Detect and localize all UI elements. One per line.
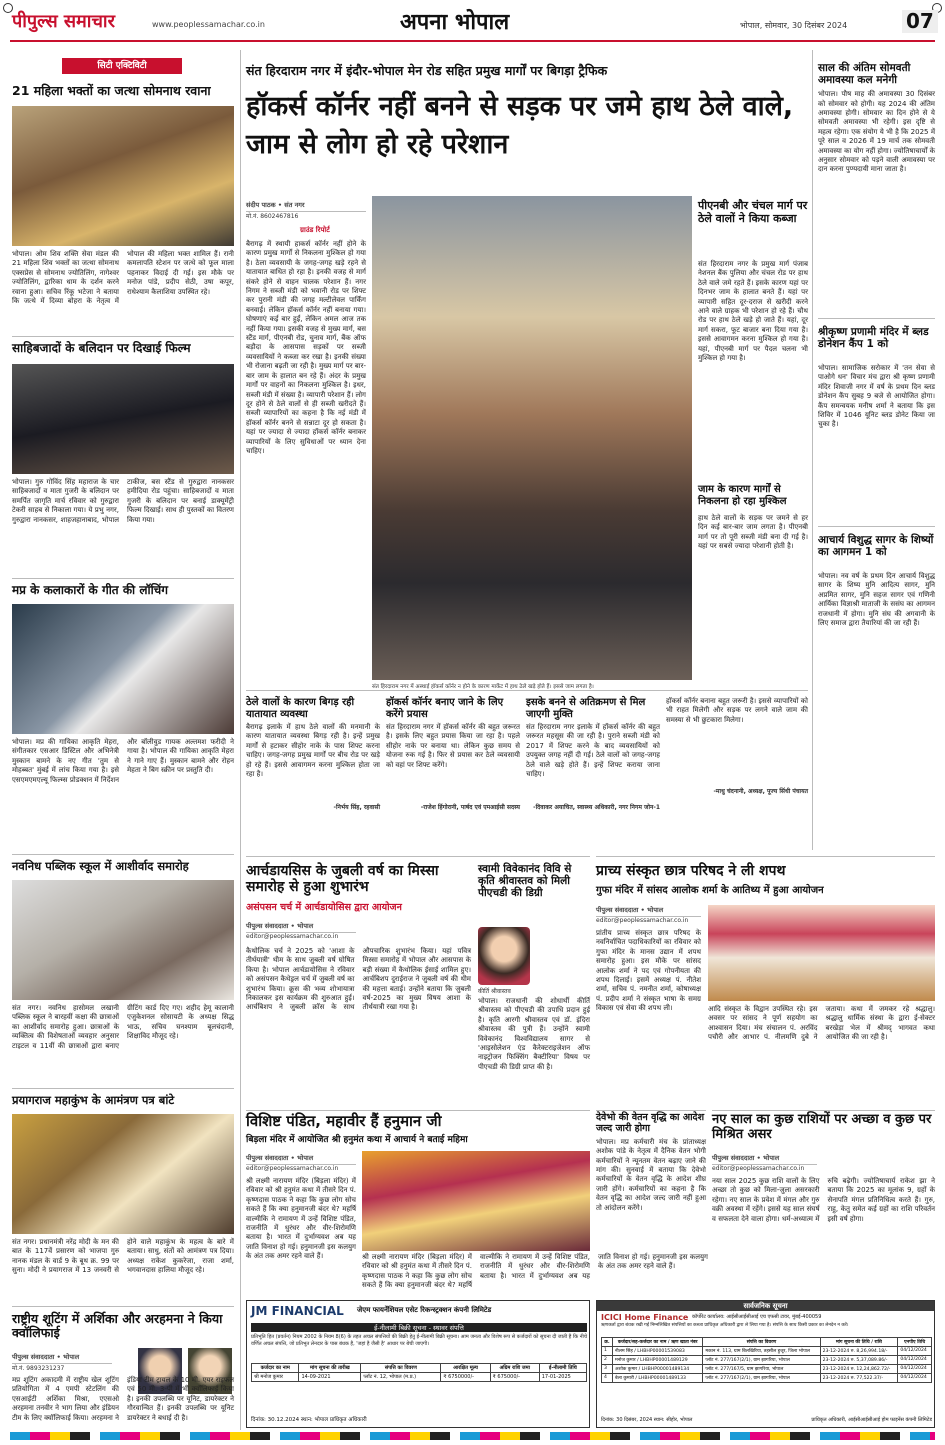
story-1-headline: 21 महिला भक्तों का जत्था सोमनाथ रवाना — [12, 83, 211, 98]
table-row — [602, 1374, 932, 1383]
icici-footer-right: प्राधिकृत अधिकारी, आईसीआईसीआई होम फाइनेंस कंपनी लिमिटेड — [811, 1417, 932, 1423]
jm-financial-ad — [246, 1300, 590, 1428]
icici-address: कॉर्पोरेट कार्यालय: आईसीआईसीआई एच एफसी टावर, मुंबई-400059 — [692, 1314, 822, 1320]
icici-th: संपत्ति का विवरण — [703, 1338, 820, 1347]
sanskrit-oath-photo — [708, 905, 935, 1001]
story-5-photo — [12, 1114, 234, 1234]
jm-th: अग्रिम राशि जमा — [490, 1364, 539, 1373]
story-3-photo — [12, 604, 234, 734]
icici-td: 3 — [602, 1365, 613, 1374]
table-row — [602, 1356, 932, 1365]
right-story-3-body: भोपाल। नव वर्ष के प्रथम दिन आचार्य विशुद्ध सागर के शिष्य मुनि आदित्य सागर, मुनि अप्रमित सागर, मुनि सहज सागर एवं गणिनी आर्यिका विज्ञाश्री माताजी के ससंघ का आगमन राजधानी में होगा। मुनि संघ की अगवानी के लिए समाज द्वारा तैयारियां की जा रही हैं। — [818, 572, 935, 628]
table-row — [252, 1373, 587, 1382]
table-row — [602, 1347, 932, 1356]
hanuman-subhead: बिड़ला मंदिर में आयोजित श्री हनुमंत कथा में आचार्य ने बताई महिमा — [246, 1135, 468, 1145]
divider — [12, 336, 234, 337]
jm-td: श्री मनोज कुमार — [252, 1373, 299, 1382]
icici-notice-text: ऋणकर्ता द्वारा बंधक रखी गई निम्नलिखित संपत्तियों का कब्जा प्राधिकृत अधिकारी द्वारा ले लिया गया है। संपत्ति के साथ किसी प्रकार का लेनदेन न करें। — [601, 1323, 849, 1328]
lead-photo-caption: संत हिरदाराम नगर में अस्थाई हॉकर्स कॉर्नर न होने के कारण मार्केट में हाथ ठेले खड़े होते हैं। इससे जाम लगता है। — [372, 684, 594, 690]
quote-1 — [246, 697, 380, 847]
sanskrit-subhead: गुफा मंदिर में सांसद आलोक शर्मा के आतिथ्य में हुआ आयोजन — [596, 885, 824, 896]
ground-report-tag — [300, 226, 362, 235]
ground-report-label: ग्राउंड रिपोर्ट — [300, 226, 330, 234]
hanuman-body: श्री लक्ष्मी नारायण मंदिर (बिड़ला मंदिर) में रविवार को श्री हनुमंत कथा में तीसरे दिन पं. कृष्णदास पाठक ने कहा कि कुछ लोग सोच सकते हैं कि क्या हनुमानजी बंदर थे? महर्षि वाल्मीकि ने रामायण में उन्हें विशिष्ट पंडित, राजनीति में धुरंधर और वीर-शिरोमणि बताया है। भारत में दुर्भाग्यवश अब यह जाति विनाश हो गई। हनुमानजी इस कलयुग के अंत तक अमर रहने वाले हैं। — [246, 1177, 356, 1261]
story-6-headline: राष्ट्रीय शूटिंग में अर्शिका और अरहमना ने किया क्वॉलिफाई — [12, 1311, 223, 1341]
sanskrit-headline: प्राच्य संस्कृत छात्र परिषद ने ली शपथ — [596, 863, 786, 879]
masthead — [10, 8, 935, 42]
phd-photo-caption: कीर्ति श्रीवास्तव — [478, 988, 511, 995]
hanuman-email: editor@peoplessamachar.co.in — [246, 1165, 339, 1172]
left-column — [12, 48, 234, 1428]
lead-byline: संदीप पाठक • संत नगर — [246, 200, 366, 212]
story-4-headline: नवनिध पब्लिक स्कूल में आशीर्वाद समारोह — [12, 859, 189, 873]
section-tag: सिटी एक्टिविटी — [62, 58, 182, 74]
story-2-body: भोपाल। गुरु गोविंद सिंह महाराज के चार साहिबजादों व माता गुजरी के बलिदान पर समर्पित जागृति मार्च रविवार को गुरुद्वारा टेकरी साहब से निकाला गया। ये प्रभु नगर, गुरुद्वारा नानकसर, शाहजहानाबाद, भोपाल टाकीज, बस स्टैंड से गुरुद्वारा नानकसर हमीदिया रोड पहुंचा। साहिबजादों व माता गुजरी के बलिदान पर बनाई डाक्यूमेंट्री फिल्म दिखाई। साथ ही पुस्तकों का वितरण किया गया। — [12, 478, 234, 524]
icici-td: प्लॉट नं. 277/167(2/1), ग्राम झागरिया, भोपाल — [703, 1356, 820, 1365]
devebho-story — [596, 1110, 706, 1296]
quote-4-signature: -माधु चंदनानी, अध्यक्ष, पूज्य सिंधी पंचायत — [713, 788, 808, 795]
divider — [12, 1306, 234, 1307]
hanuman-katha-photo — [362, 1151, 590, 1251]
lead-traffic-photo — [372, 196, 692, 680]
table-row — [602, 1365, 932, 1374]
icici-logo: ICICI Home Finance — [601, 1313, 689, 1322]
story-1-photo — [12, 106, 234, 246]
divider — [818, 526, 935, 527]
jm-td: ₹ 6750000/- — [441, 1373, 490, 1382]
brand-logo: पीपुल्स समाचार — [12, 11, 115, 32]
icici-td: 23-12-2024 रु. 12,24,862.72/- — [820, 1365, 898, 1374]
jm-th: मांग सूचना की तारीख — [299, 1364, 361, 1373]
sanskrit-story — [596, 856, 935, 1106]
jm-td: 14-09-2021 — [299, 1373, 361, 1382]
lead-body: बैरागढ़ में स्थायी हाकर्स कॉर्नर नहीं होने के कारण प्रमुख मार्गों से निकलना मुश्किल हो गया है। ठेला व्यवसायी के जगह-जगह खड़े रहने से यातायात बाधित हो रहा है। इनकी वजह से मार्ग संकरे होने से वाहन चालक परेशान हैं। नगर निगम ने सब्जी मंडी को भवानी रोड पर शिफ्ट कर पुरानी मंडी की जगह मल्टीलेवल पार्किंग बनवाई। लेकिन हॉकर्स कॉर्नर नहीं बनाया गया। घोषणाएं कई बार हुईं, लेकिन अमल आज तक नहीं किया गया। इसकी वजह से मुख्य मार्ग, बस स्टैंड मार्ग, पीएनबी रोड, चुनाव मार्ग, बैंक ऑफ बड़ौदा के आसपास सड़कों पर सब्जी व्यवसायियों ने कब्जा कर रखा है। इनकी संख्या भी रोजाना बढ़ती जा रही है। मुख्य मार्ग पर बार-बार जाम के हालात बन रहे हैं। अंदर के प्रमुख मार्गों पर वाहनों का निकलना मुश्किल है। इधर, सब्जी मंडी में संख्या है। व्यापारी परेशान हैं। लोग दूर होने से ठेले वालों से ही सब्जी खरीदते हैं। सब्जी व्यापारियों का कहना है कि नई मंडी में हॉकर्स कॉर्नर बनने से सन्नाटा दूर हो सकता है। यहां पर ज्यादा से ज्यादा हॉकर्स कॉर्नर बनाकर व्यापारियों के लिए सुविधाओं पर ध्यान देना चाहिए। — [246, 240, 366, 455]
icici-th: कर्जदार/सह-कर्जदार का नाम / ऋण खाता नंबर — [612, 1338, 702, 1347]
icici-td: प्लॉट नं. 277/167/5, ग्राम झागरिया, भोपाल — [703, 1365, 820, 1374]
jubilee-email: editor@peoplessamachar.co.in — [246, 933, 339, 940]
icici-td: 2 — [602, 1356, 613, 1365]
hanuman-body-2: श्री लक्ष्मी नारायण मंदिर (बिड़ला मंदिर) में रविवार को श्री हनुमंत कथा में तीसरे दिन पं. कृष्णदास पाठक ने कहा कि कुछ लोग सोच सकते हैं कि क्या हनुमानजी बंदर थे? महर्षि वाल्मीकि ने रामायण में उन्हें विशिष्ट पंडित, राजनीति में धुरंधर और वीर-शिरोमणि बताया है। भारत में दुर्भाग्यवश अब यह जाति विनाश हो गई। हनुमानजी इस कलयुग के अंत तक अमर रहने वाले हैं। — [362, 1253, 708, 1290]
divider — [12, 1088, 234, 1089]
horoscope-byline: पीपुल्स संवाददाता • भोपाल — [712, 1153, 817, 1165]
right-story-2-headline: श्रीकृष्ण प्रणामी मंदिर में ब्लड डोनेशन कैंप 1 को — [818, 326, 929, 351]
icici-td: 23-12-2024 रु. 8,26,994.18/- — [820, 1347, 898, 1356]
page-number: 07 — [902, 10, 938, 33]
jm-title: जेएम फायनेंशियल एसेट रिकन्स्ट्रक्शन कंपनी लिमिटेड — [357, 1306, 492, 1314]
icici-td: नीलम सिंह / LHBHP00001539083 — [612, 1347, 702, 1356]
quote-2-headline: हॉकर्स कॉर्नर बनाए जाने के लिए करेंगे प्रयास — [386, 697, 504, 720]
section-title: अपना भोपाल — [400, 10, 510, 35]
horoscope-email: editor@peoplessamachar.co.in — [712, 1165, 805, 1172]
jm-footer: दिनांक: 30.12.2024 स्थान: भोपाल प्राधिकृत अधिकारी — [251, 1417, 367, 1423]
story-6-body: मप्र शूटिंग अकादमी में राष्ट्रीय खेल शूटिंग प्रतियोगिता में 4 एमपी स्टेटलिंग की एसआईटी अर्शिका मिश्रा, एएसओ अरहमना तनवीर ने भाग लिया और इंडियन टीम के लिए क्वॉलिफाई किया। अरहमना ने इंडिया टीम ट्रायल के 10 मी. एयर राइफल एवं 50 मी. 3-पी में भी क्वॉलिफाई किया है। इनकी उपलब्धि पर यूनिट, डायरेक्टर ने गौरवान्वित हैं। इनकी उपलब्धि पर यूनिट डायरेक्टर ने बधाई दी है। — [12, 1376, 234, 1422]
jubilee-headline: आर्चडायसिस के जुबली वर्ष का मिस्सा समारोह से हुआ शुभारंभ — [246, 863, 439, 896]
divider — [12, 854, 234, 855]
story-4-body: संत नगर। नवनिध हासोमल लखानी पब्लिक स्कूल ने बारहवीं कक्षा की छात्राओं का आशीर्वाद समारोह हुआ। छात्राओं के व्यक्तित्व की विशेषताओं व्यवहार अनुसार टाइटल व 11वीं की छात्राओं द्वारा बनाए ग्रीटिंग कार्ड दिए गए। शहीद हेमू कालानी एजुकेशनल सोसायटी के अध्यक्ष सिद्ध भाऊ, सचिव घनश्याम बूलचंदानी, शिक्षाविद मौजूद रहे। — [12, 1004, 234, 1050]
story-2-photo — [12, 364, 234, 474]
jubilee-body: कैथोलिक चर्च ने 2025 को 'आशा के तीर्थयात्री' थीम के साथ जुबली वर्ष घोषित किया है। भोपाल आर्चडायोसिस ने रविवार को असंपसन कैथेड्रल चर्च में जुबली वर्ष का शुभारंभ किया। क्रूस की भव्य शोभायात्रा निकालकर इस कार्यक्रम की शुरुआत हुई। आर्चबिशप ने जुबली क्रॉस के साथ औपचारिक शुभारंभ किया। यहां पवित्र मिस्सा समारोह में भोपाल और आसपास के बड़ी संख्या में कैथोलिक ईसाई शामिल हुए। आर्चबिशप दुराईराज ने जुबली वर्ष की थीम की महत्ता बताई। उन्होंने बताया कि जुबली वर्ष-2025 का मुख्य विषय आशा के तीर्थयात्री रखा गया है। — [246, 947, 471, 1012]
jubilee-story — [246, 856, 590, 1106]
jm-subtitle: ई-नीलामी बिक्री सूचना - स्थावर संपत्ति — [251, 1323, 587, 1332]
hanuman-headline: विशिष्ट पंडित, महावीर हैं हनुमान जी — [246, 1112, 442, 1130]
divider — [12, 578, 234, 579]
icici-td: मकान नं. 113, ग्राम बिलखिरिया, तहसील हुजूर, जिला भोपाल — [703, 1347, 820, 1356]
sanskrit-body: प्रांतीय प्राच्य संस्कृत छात्र परिषद के नवनिर्वाचित पदाधिकारियों का रविवार को गुफा मंदिर के मानस उद्यान में शपथ समारोह हुआ। इस मौके पर सांसद आलोक शर्मा ने पद एवं गोपनीयता की शपथ दिलाई। इसमें अध्यक्ष पं. नीतेश शर्मा, सचिव पं. नमनीत शर्मा, कोषाध्यक्ष पं. प्रदीप शर्मा ने संस्कृत भाषा के समग्र विकास एवं सेवा की शपथ ली। — [596, 929, 701, 1013]
story-3-headline: मप्र के कलाकारों के गीत की लॉचिंग — [12, 583, 169, 597]
icici-td: 04/12/2024 — [898, 1356, 932, 1365]
jm-td: 17-01-2025 — [539, 1373, 586, 1382]
icici-footer-left: दिनांक: 30 दिसंबर, 2024 स्थान: सीहोर, भोपाल — [601, 1417, 693, 1423]
quote-3-body: संत हिरदाराम नगर इलाके में हॉकर्स कॉर्नर की बहुत जरूरत महसूस की जा रही है। पुराने सब्जी मंडी को 2017 में शिफ्ट करने के बाद व्यवसायियों को उपयुक्त जगह नहीं दी गई। ठेले वालों को जगह-जगह ठेले वाले खड़े होते हैं। इन्हें शिफ्ट कराया जाना चाहिए। — [526, 723, 660, 779]
icici-td: 04/12/2024 — [898, 1374, 932, 1383]
right-story-1-body: भोपाल। पौष माह की अमावस्या 30 दिसंबर को सोमवार को होगी। यह 2024 की अंतिम अमावस्या होगी। सोमवार का दिन होने से ये सोमवती अमावस्या भी रहेगी। इस दृष्टि से महत्व रहेगा। एक संयोग ये भी है कि 2025 में पूरे साल व 2026 में 19 मार्च तक सोमवती अमावस्या का योग नहीं होगा। ज्योतिषाचार्यों के अनुसार सोमवार को पड़ने वाली अमावस्या पर दान करना पुण्यदायी माना जाता है। — [818, 90, 935, 174]
icici-td: 1 — [602, 1347, 613, 1356]
icici-td: 23-12-2024 रु. 77,522.37/- — [820, 1374, 898, 1383]
horoscope-story — [712, 1110, 935, 1296]
horoscope-headline: नए साल का कुछ राशियों पर अच्छा व कुछ पर मिश्रित असर — [712, 1112, 932, 1142]
jm-td: प्लॉट नं. 12, भोपाल (म.प्र.) — [361, 1373, 441, 1382]
quote-2 — [386, 697, 520, 847]
lead-kicker: संत हिरदाराम नगर में इंदौर-भोपाल मेन रोड सहित प्रमुख मार्गों पर बिगड़ा ट्रैफिक — [246, 63, 608, 78]
sidebar-body: संत हिरदाराम नगर के प्रमुख मार्ग पंजाब नेशनल बैंक पुलिया और चंचल रोड पर हाथ ठेले वाले जमे रहते हैं। इसके कारण यहां पर दिनभर जाम के हालात बनते हैं। यहां पर व्यापारी सहित दूर-दराज से खरीदी करने आने वाले ग्राहक भी परेशान हो रहे हैं। चौथ रोड पर हाथ ठेले खड़े हो जाते हैं। यहां, दूर मार्ग सकरा, फूट बाजार बना दिया गया है। इससे आवागमन करना मुश्किल हो गया है। यहां, पीएनबी मार्ग पर पैदल चलना भी मुश्किल हो गया है। — [698, 260, 808, 363]
jm-logo: JM FINANCIAL — [251, 1304, 344, 1318]
horoscope-body: नया साल 2025 कुछ राशि वालों के लिए अच्छा तो कुछ को मिला-जुला असरकारी रहेगा। नए साल के प्रवेश में मंगल और गुरु वक्री अवस्था में रहेंगे। इससे यह साल संघर्ष व सफलता देने वाला होगा। धर्म-अध्यात्म में रुचि बढ़ेगी। ज्योतिषाचार्य राकेश झा ने बताया कि 2025 का मूलांक 9, ग्रहों के सेनापति मंगल प्रतिनिधित्व करते हैं। गुरु, राहु, केतु समेत कई ग्रहों का राशि परिवर्तन इसी वर्ष होगा। — [712, 1177, 935, 1223]
jm-th: कर्जदार का नाम — [252, 1364, 299, 1373]
devebho-body: भोपाल। मप्र कर्मचारी मंच के प्रांताध्यक्ष अशोक पांडे के नेतृत्व में दैनिक वेतन भोगी कर्मचारियों ने न्यूनतम वेतन बढ़ाए जाने की मांग की। सुनवाई में बताया कि देवेभो कर्मचारियों के वेतन वृद्धि के आदेश शीघ्र जारी होंगे। कर्मचारियों का कहना है कि वेतन वृद्धि का आदेश जल्द जारी नहीं हुआ तो आंदोलन करेंगे। — [596, 1137, 706, 1212]
jm-th: संपत्ति का विवरण — [361, 1364, 441, 1373]
story-1-body: भोपाल। ओम शिव शक्ति सेवा मंडल की 21 महिला शिव भक्तों का जत्था सोमनाथ एक्सप्रेस से सोमनाथ ज्योतिलिंग, नागेश्वर ज्योतिलिंग, द्वारिका धाम के दर्शन करने रवाना हुआ। सचिव रिंकू भटेजा ने बताया कि जत्थे में दिव्या बोहरा के नेतृत्व में भोपाल की महिला भक्त शामिल हैं। रानी कमलापति स्टेशन पर जत्थे को फूल माला पहनाकर विदाई दी गई। इस मौके पर मनोज पांडे, प्रदीप सेठी, उषा कपूर, राधेश्याम कैलाशिया उपस्थित रहे। — [12, 250, 234, 306]
jm-td: ₹ 675000/- — [490, 1373, 539, 1382]
story-5-headline: प्रयागराज महाकुंभ के आमंत्रण पत्र बांटे — [12, 1093, 175, 1107]
column-rule — [240, 50, 241, 1430]
jm-table — [251, 1363, 587, 1382]
lead-mobile: मो.नं. 8602467816 — [246, 213, 299, 220]
right-story-3-headline: आचार्य विशुद्ध सागर के शिष्यों का आगमन 1 को — [818, 534, 934, 559]
story-6-mobile: मो.नं. 9893231237 — [12, 1365, 65, 1372]
phd-body: भोपाल। राजधानी की शोधार्थी कीर्ति श्रीवास्तव को पीएचडी की उपाधि प्रदान हुई है। कृति आरगी श्रीवास्तव एवं डॉ. इंदिरा श्रीवास्तव की पुत्री हैं। उन्होंने स्वामी विवेकानंद विश्वविद्यालय सागर से 'आइसोलेशन एंड कैरेक्टराइजेशन ऑफ नाइट्रोजन फिक्सिंग बैक्टीरिया' विषय पर पीएचडी की डिग्री प्राप्त की है। — [478, 997, 590, 1071]
sanskrit-byline: पीपुल्स संवाददाता • भोपाल — [596, 905, 701, 917]
icici-th: क्र. — [602, 1338, 613, 1347]
sanskrit-body-2: आदि संस्कृत के विद्वान उपस्थित रहे। इस अवसर पर सांसद ने पूर्ण सहयोग का आश्वासन दिया। मंच संचालन पं. अरविंद पचौरी और आभार पं. नीलमणि दुबे ने जताया। कथा में जमकर रहे श्रद्धालु। श्रद्धालु धार्मिक संस्था के द्वारा ई-सेक्टर बरखेड़ा भेल में श्रीमद् भागवत कथा आयोजित की जा रही है। — [708, 1005, 935, 1042]
jubilee-byline: पीपुल्स संवाददाता • भोपाल — [246, 921, 356, 933]
sidebar-headline: पीएनबी और चंचल मार्ग पर ठेले वालों ने किया कब्जा — [698, 199, 808, 225]
notice-title: सार्वजनिक सूचना — [597, 1301, 934, 1311]
jubilee-subhead: असंपसन चर्च में आर्चडायोसिस द्वारा आयोजन — [246, 902, 402, 913]
hanuman-byline: पीपुल्स संवाददाता • भोपाल — [246, 1153, 356, 1165]
quote-2-body: संत हिरदाराम नगर में हॉकर्स कॉर्नर की बहुत जरूरत है। इसके लिए बहुत प्रयास किया जा रहा है। पहले सीहोर नाके पर बनाया था। लेकिन कुछ समय से योजना रुक गई है। फिर से प्रयास कर ठेले व्यवसायी को वहां पर शिफ्ट करेंगे। — [386, 723, 520, 769]
right-story-2-body: भोपाल। सामाजिक सरोकार में 'तन सेवा से पाओगे धन' विचार मंच द्वारा श्री कृष्ण प्रणामी मंदिर शिवाजी नगर में वर्ष के प्रथम दिन ब्लड डोनेशन कैंप सुबह 9 बजे से आयोजित होगा। कैंप समन्वयक मनीष शर्मा ने बताया कि इस शिविर में 1046 यूनिट ब्लड डोनेट किया जा चुका है। — [818, 364, 935, 429]
icici-td: प्लॉट नं. 277/167(2/1), ग्राम झागरिया, भोपाल — [703, 1374, 820, 1383]
icici-td: अशोक कुमार / LHBHP00001489134 — [612, 1365, 702, 1374]
icici-td: 23-12-2024 रु. 5,37,089.86/- — [820, 1356, 898, 1365]
jm-th: ई-नीलामी तिथि — [539, 1364, 586, 1373]
sidebar-2-body: हाथ ठेले वालों के सड़क पर जमने से हर दिन कई बार-बार जाम लगता है। पीएनबी मार्ग पर तो पूरी सब्जी मंडी बना दी गई है। यहां पर सबसे ज्यादा परेशानी होती है। — [698, 514, 808, 551]
quotes-band — [246, 690, 808, 850]
quote-4-body: हॉकर्स कॉर्नर बनाना बहुत जरूरी है। इससे व्यापारियों को भी राहत मिलेगी और सड़क पर लगने वाले जाम की समस्या से भी छुटकारा मिलेगा। — [666, 697, 808, 724]
story-3-body: भोपाल। मप्र की गायिका आकृति मेहरा, संगीतकार एसआर डिस्टिल और अभिनेत्री मुस्कान बामने के नए गीत 'तुम से मोहब्बत' मुंबई में लांच किया गया है। इसे एसएमएमएल्यू फिल्म्स प्रोडक्शन में निर्देशन और बॉलीवुड गायक अल्तमश फरीदी ने गाया है। भोपाल की गायिका आकृति मेहरा ने गाने गाए हैं। मुस्कान बामने और रोहन मेहता ने बिग स्क्रीन पर प्रस्तुति दी। — [12, 738, 234, 784]
icici-td: 4 — [602, 1374, 613, 1383]
right-column — [818, 48, 935, 848]
quote-3-headline: इसके बनने से अतिक्रमण से मिल जाएगी मुक्ति — [526, 697, 646, 720]
divider — [818, 318, 935, 319]
sidebar-2-headline: जाम के कारण मार्गों से निकलना हो रहा मुश्किल — [698, 484, 787, 507]
quote-3-signature: -दिवाकर अयाचित, स्वास्थ्य अधिकारी, नगर निगम जोन-1 — [533, 804, 660, 811]
icici-th: मांग सूचना की तिथि / राशि — [820, 1338, 898, 1347]
dateline: भोपाल, सोमवार, 30 दिसंबर 2024 — [740, 21, 848, 30]
lead-headline: हॉकर्स कॉर्नर नहीं बनने से सड़क पर जमे हाथ ठेले वाले, जाम से लोग हो रहे परेशान — [246, 91, 794, 160]
icici-th: एनपीए तिथि — [898, 1338, 932, 1347]
icici-td: मनोज कुमार / LHBHP00001489129 — [612, 1356, 702, 1365]
right-story-1-headline: साल की अंतिम सोमवती अमावस्या कल मनेगी — [818, 62, 911, 87]
phd-portrait-photo — [478, 927, 530, 985]
quote-2-signature: -राजेश हिंगोरानी, पार्षद एवं एमआईसी सदस्य — [420, 804, 520, 811]
jm-notice-body: प्रतिभूति हित (प्रवर्तन) नियम 2002 के नियम 8(6) के तहत अचल संपत्तियों की बिक्री हेतु ई-नीलामी बिक्री सूचना। आम जनता और विशेष रूप से कर्जदारों को सूचना दी जाती है कि नीचे वर्णित अचल संपत्ति, जो प्रतिभूत लेनदार के पास बंधक है, 'जहां है जैसी है' आधार पर बेची जाएगी। — [251, 1334, 587, 1347]
lead-story — [246, 48, 808, 698]
icici-td: बेला कुमारी / LHBHP00001489133 — [612, 1374, 702, 1383]
jm-th: आरक्षित मूल्य — [441, 1364, 490, 1373]
color-strip — [10, 1432, 935, 1440]
column-rule — [812, 50, 813, 850]
quote-1-signature: -निर्भय सिंह, रहवासी — [333, 804, 380, 811]
story-4-photo — [12, 880, 234, 1000]
quote-4 — [666, 697, 808, 847]
story-2-headline: साहिबजादों के बलिदान पर दिखाई फिल्म — [12, 341, 191, 355]
icici-td: 04/12/2024 — [898, 1347, 932, 1356]
quote-3 — [526, 697, 660, 847]
icici-public-notice — [596, 1300, 935, 1428]
sanskrit-email: editor@peoplessamachar.co.in — [596, 917, 689, 924]
phd-headline: स्वामी विवेकानंद विवि से कृति श्रीवास्तव को मिली पीएचडी की डिग्री — [478, 863, 572, 900]
quote-1-headline: ठेले वालों के कारण बिगड़ रही यातायात व्यवस्था — [246, 697, 355, 720]
quote-1-body: बैरागढ़ इलाके में हाथ ठेले वालों की मनमानी के कारण यातायात व्यवस्था बिगड़ रही है। इन्हें प्रमुख मार्गों से हटाकर सीहोर नाके के पास शिफ्ट करना चाहिए। जगह-जगह प्रमुख मार्गों पर बीच रोड पर खड़े हो रहे हैं। इससे आवागमन करना मुश्किल होता जा रहा है। — [246, 723, 380, 779]
devebho-headline: देवेभो की वेतन वृद्धि का आदेश जल्द जारी होगा — [596, 1112, 705, 1134]
story-6-byline: पीपुल्स संवाददाता • भोपाल — [12, 1352, 112, 1364]
icici-table — [601, 1337, 932, 1383]
story-5-body: संत नगर। प्रधानमंत्री नरेंद्र मोदी के मन की बात के 117वें प्रसारण को भाजपा गुरु नानक मंडल के वार्ड 9 के बूथ क्र. 99 पर सुना। मोदी ने प्रयागराज में 13 जनवरी से होने वाले महाकुंभ के महत्व के बारे में बताया। साधु, संतों को आमंत्रण पत्र दिया। अध्यक्ष राकेश कुकरेजा, राजा शर्मा, भगवानदास हालिया मौजूद रहे। — [12, 1238, 234, 1275]
icici-td: 04/12/2024 — [898, 1365, 932, 1374]
site-url: www.peoplessamachar.co.in — [152, 20, 265, 29]
